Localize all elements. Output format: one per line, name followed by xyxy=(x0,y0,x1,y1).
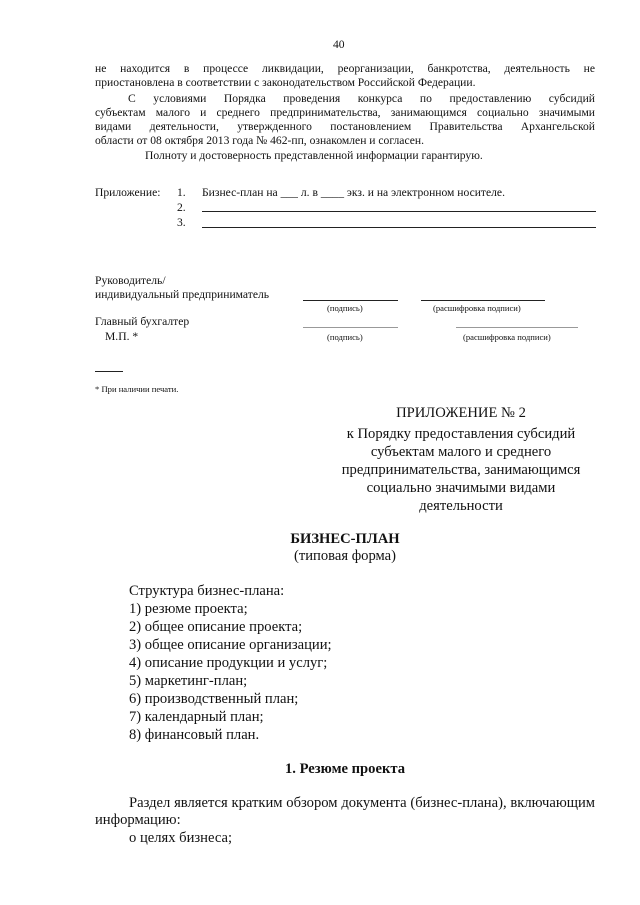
intro-p1-line2: приостановлена в соответствии с законодательством Российской Федерации. xyxy=(95,76,476,89)
intro-p3: Полноту и достоверность представленной информации гарантирую. xyxy=(145,149,483,162)
appendix-line1: к Порядку предоставления субсидий xyxy=(346,426,576,442)
structure-item-6: 6) производственный план; xyxy=(129,691,299,707)
section1-line3: о целях бизнеса; xyxy=(129,830,233,846)
head-decode-line xyxy=(421,300,545,301)
appendix-line3: предпринимательства, занимающимся xyxy=(341,462,581,478)
footnote-separator xyxy=(95,371,123,372)
intro-p2-line2: субъектам малого и среднего предпринимательства, занимающимся социально значимыми xyxy=(95,106,595,119)
business-plan-subtitle: (типовая форма) xyxy=(294,548,396,564)
section1-line1: Раздел является кратким обзором документа (бизнес-плана), включающим xyxy=(129,795,595,811)
head-signature-caption: (подпись) xyxy=(327,303,363,313)
appendix-line2: субъектам малого и среднего xyxy=(370,444,552,460)
structure-item-1: 1) резюме проекта; xyxy=(129,601,248,617)
attachment-item-3-number: 3. xyxy=(177,216,186,229)
structure-item-8: 8) финансовый план. xyxy=(129,727,260,743)
structure-item-2: 2) общее описание проекта; xyxy=(129,619,303,635)
structure-item-3: 3) общее описание организации; xyxy=(129,637,332,653)
structure-item-5: 5) маркетинг-план; xyxy=(129,673,248,689)
business-plan-title: БИЗНЕС-ПЛАН xyxy=(290,531,400,547)
attachment-item-2-line xyxy=(202,211,596,212)
section1-line2: информацию: xyxy=(95,812,181,828)
stamp-label: М.П. * xyxy=(105,330,139,343)
accountant-decode-caption: (расшифровка подписи) xyxy=(463,332,551,342)
footnote-text: * При наличии печати. xyxy=(95,384,179,394)
intro-p2-line4: области от 08 октября 2013 года № 462-пп, ознакомлен и согласен. xyxy=(95,134,424,147)
attachment-item-2-number: 2. xyxy=(177,201,186,214)
intro-p2-line3: видами деятельности, утвержденного постановлением Правительства Архангельской xyxy=(95,120,595,133)
head-label-line1: Руководитель/ xyxy=(95,274,166,287)
section1-title: 1. Резюме проекта xyxy=(284,761,406,777)
page-number: 40 xyxy=(333,38,345,51)
appendix-line4: социально значимыми видами xyxy=(366,480,556,496)
attachment-item-3-line xyxy=(202,227,596,228)
accountant-decode-line xyxy=(456,327,578,328)
accountant-signature-caption: (подпись) xyxy=(327,332,363,342)
structure-item-7: 7) календарный план; xyxy=(129,709,264,725)
structure-item-4: 4) описание продукции и услуг; xyxy=(129,655,328,671)
attachment-item-1-number: 1. xyxy=(177,186,186,199)
accountant-label: Главный бухгалтер xyxy=(95,315,190,328)
intro-p1-line1: не находится в процессе ликвидации, реорганизации, банкротства, деятельность не xyxy=(95,62,595,75)
head-signature-line xyxy=(303,300,398,301)
structure-heading: Структура бизнес-плана: xyxy=(129,583,285,599)
appendix-title: ПРИЛОЖЕНИЕ № 2 xyxy=(396,405,526,421)
head-label-line2: индивидуальный предприниматель xyxy=(95,288,270,301)
appendix-line5: деятельности xyxy=(419,498,503,514)
head-decode-caption: (расшифровка подписи) xyxy=(433,303,521,313)
attachment-label: Приложение: xyxy=(95,186,161,199)
attachment-item-1-text: Бизнес-план на ___ л. в ____ экз. и на электронном носителе. xyxy=(202,186,505,199)
intro-p2-line1: С условиями Порядка проведения конкурса по предоставлению субсидий xyxy=(128,92,595,105)
accountant-signature-line xyxy=(303,327,398,328)
